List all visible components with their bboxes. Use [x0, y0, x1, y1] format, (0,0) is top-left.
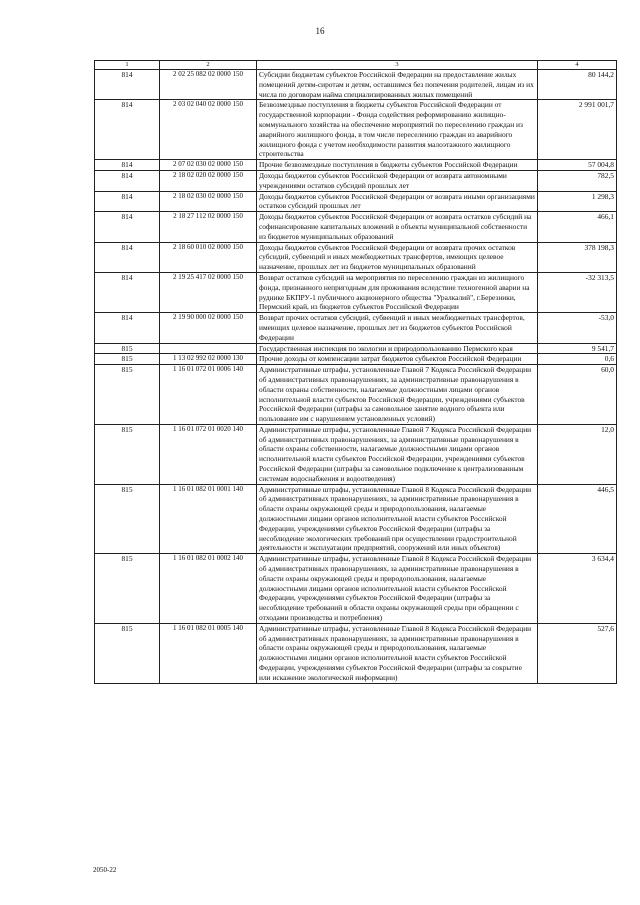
amount-cell: 446,5 [538, 484, 617, 554]
revenue-code-cell: 2 07 02 030 02 0000 150 [160, 160, 257, 171]
revenue-code-cell: 2 18 02 020 02 0000 150 [160, 170, 257, 191]
column-number: 4 [538, 61, 617, 70]
revenue-name-cell: Административные штрафы, установленные Главой 8 Кодекса Российской Федерации об административных правонарушениях, за административные правонарушения в области охраны окружающей среды и природопользования, налагаемые должностными лицами органов исполнительной власти субъектов Российской Федерации, учреждениями субъектов Российской Федерации (штрафы за несоблюдение экологических требований при осуществлении градостроительной деятельности и эксплуатации предприятий, сооружений или иных объектов) [257, 484, 538, 554]
revenue-code-cell: 1 16 01 082 01 0001 140 [160, 484, 257, 554]
admin-code-cell: 815 [95, 623, 160, 683]
amount-cell: 378 198,3 [538, 242, 617, 272]
amount-cell: 1 298,3 [538, 191, 617, 212]
amount-cell: 60,0 [538, 365, 617, 425]
admin-code-cell: 814 [95, 70, 160, 100]
table-row [95, 100, 617, 160]
admin-code-cell: 815 [95, 354, 160, 365]
amount-cell: 80 144,2 [538, 70, 617, 100]
amount-cell: -32 313,5 [538, 272, 617, 312]
revenue-name-cell: Административные штрафы, установленные Главой 8 Кодекса Российской Федерации об административных правонарушениях, за административные правонарушения в области охраны окружающей среды и природопользования, налагаемые должностными лицами органов исполнительной власти субъектов Российской Федерации, учреждениями субъектов Российской Федерации (штрафы за несоблюдение требований в области охраны окружающей среды при обращении с отходами производства и потребления) [257, 554, 538, 624]
table-row [95, 554, 617, 624]
table-row [95, 242, 617, 272]
revenue-name-cell: Доходы бюджетов субъектов Российской Федерации от возврата иными организациями остатков субсидий прошлых лет [257, 191, 538, 212]
table-row [95, 313, 617, 343]
table-row [95, 484, 617, 554]
revenue-code-cell: 1 16 01 072 01 0020 140 [160, 424, 257, 484]
revenue-name-cell: Прочие безвозмездные поступления в бюджеты субъектов Российской Федерации [257, 160, 538, 171]
admin-code-cell: 815 [95, 365, 160, 425]
table-row [95, 365, 617, 425]
amount-cell: 0,6 [538, 354, 617, 365]
revenue-code-cell: 2 03 02 040 02 0000 150 [160, 100, 257, 160]
column-number-row [95, 61, 617, 70]
column-number: 3 [257, 61, 538, 70]
revenue-name-cell: Доходы бюджетов субъектов Российской Федерации от возврата прочих остатков субсидий, субвенций и иных межбюджетных трансфертов, имеющих целевое назначение, прошлых лет из бюджетов муниципальных образований [257, 242, 538, 272]
revenue-code-cell: 2 18 60 010 02 0000 150 [160, 242, 257, 272]
amount-cell: 57 004,8 [538, 160, 617, 171]
table-row [95, 354, 617, 365]
revenue-name-cell: Субсидии бюджетам субъектов Российской Федерации на предоставление жилых помещений детям-сиротам и детям, оставшимся без попечения родителей, лицам из их числа по договорам найма специализированных жилых помещений [257, 70, 538, 100]
admin-code-cell: 814 [95, 272, 160, 312]
amount-cell: 3 634,4 [538, 554, 617, 624]
admin-code-cell: 815 [95, 554, 160, 624]
amount-cell: -53,0 [538, 313, 617, 343]
table-row [95, 424, 617, 484]
revenue-code-cell: 2 19 25 417 02 0000 150 [160, 272, 257, 312]
admin-code-cell: 815 [95, 484, 160, 554]
revenue-code-cell: 1 13 02 992 02 0000 130 [160, 354, 257, 365]
admin-code-cell: 815 [95, 424, 160, 484]
revenue-table [94, 60, 617, 684]
revenue-name-cell: Возврат остатков субсидий на мероприятия по переселению граждан из жилищного фонда, признанного непригодным для проживания вследствие техногенной аварии на руднике БКПРУ-1 публичного акционерного общества "Уралкалий", г.Березники, Пермский край, из бюджетов субъектов Российской Федерации [257, 272, 538, 312]
page-number: 16 [315, 26, 325, 36]
admin-code-cell: 814 [95, 191, 160, 212]
table-row [95, 70, 617, 100]
admin-code-cell: 815 [95, 343, 160, 354]
revenue-name-cell: Прочие доходы от компенсации затрат бюджетов субъектов Российской Федерации [257, 354, 538, 365]
amount-cell: 9 541,7 [538, 343, 617, 354]
admin-code-cell: 814 [95, 170, 160, 191]
table-row [95, 343, 617, 354]
table-row [95, 212, 617, 242]
amount-cell: 782,5 [538, 170, 617, 191]
revenue-name-cell: Возврат прочих остатков субсидий, субвенций и иных межбюджетных трансфертов, имеющих целевое назначение, прошлых лет из бюджетов субъектов Российской Федерации [257, 313, 538, 343]
column-number: 2 [160, 61, 257, 70]
table-row [95, 191, 617, 212]
admin-code-cell: 814 [95, 212, 160, 242]
admin-code-cell: 814 [95, 160, 160, 171]
revenue-code-cell: 2 18 27 112 02 0000 150 [160, 212, 257, 242]
footer-code: 2050-22 [93, 866, 117, 874]
revenue-code-cell: 1 16 01 072 01 0006 140 [160, 365, 257, 425]
column-number: 1 [95, 61, 160, 70]
revenue-name-cell: Государственная инспекция по экологии и природопользованию Пермского края [257, 343, 538, 354]
revenue-code-cell: 1 16 01 082 01 0005 140 [160, 623, 257, 683]
revenue-name-cell: Доходы бюджетов субъектов Российской Федерации от возврата автономными учреждениями остатков субсидий прошлых лет [257, 170, 538, 191]
table-row [95, 623, 617, 683]
amount-cell: 2 991 001,7 [538, 100, 617, 160]
revenue-name-cell: Административные штрафы, установленные Главой 7 Кодекса Российской Федерации об административных правонарушениях, за административные правонарушения в области охраны собственности, налагаемые должностными лицами органов исполнительной власти субъектов Российской Федерации, учреждениями субъектов Российской Федерации (штрафы за самовольное занятие водного объекта или пользование им с нарушением установленных условий) [257, 365, 538, 425]
amount-cell: 527,6 [538, 623, 617, 683]
table-row [95, 160, 617, 171]
admin-code-cell: 814 [95, 242, 160, 272]
amount-cell: 466,1 [538, 212, 617, 242]
admin-code-cell: 814 [95, 313, 160, 343]
revenue-name-cell: Административные штрафы, установленные Главой 8 Кодекса Российской Федерации об административных правонарушениях, за административные правонарушения в области охраны окружающей среды и природопользования, налагаемые должностными лицами органов исполнительной власти субъектов Российской Федерации, учреждениями субъектов Российской Федерации (штрафы за сокрытие или искажение экологической информации) [257, 623, 538, 683]
revenue-code-cell: 1 16 01 082 01 0002 140 [160, 554, 257, 624]
revenue-code-cell: 2 19 90 000 02 0000 150 [160, 313, 257, 343]
table-row [95, 272, 617, 312]
revenue-name-cell: Административные штрафы, установленные Главой 7 Кодекса Российской Федерации об административных правонарушениях, за административные правонарушения в области охраны собственности, налагаемые должностными лицами органов исполнительной власти субъектов Российской Федерации, учреждениями субъектов Российской Федерации (штрафы за самовольное подключение к централизованным системам водоснабжения и водоотведения) [257, 424, 538, 484]
admin-code-cell: 814 [95, 100, 160, 160]
revenue-code-cell: 2 18 02 030 02 0000 150 [160, 191, 257, 212]
revenue-code-cell: 2 02 25 082 02 0000 150 [160, 70, 257, 100]
revenue-name-cell: Безвозмездные поступления в бюджеты субъектов Российской Федерации от государственной корпорации - Фонда содействия реформированию жилищно-коммунального хозяйства на обеспечение мероприятий по переселению граждан из аварийного жилищного фонда, в том числе переселению граждан из аварийного жилищного фонда с учетом необходимости развития малоэтажного жилищного строительства [257, 100, 538, 160]
amount-cell: 12,0 [538, 424, 617, 484]
table-row [95, 170, 617, 191]
revenue-code-cell [160, 343, 257, 354]
revenue-name-cell: Доходы бюджетов субъектов Российской Федерации от возврата остатков субсидий на софинансирование капитальных вложений в объекты муниципальной собственности из бюджетов муниципальных образований [257, 212, 538, 242]
